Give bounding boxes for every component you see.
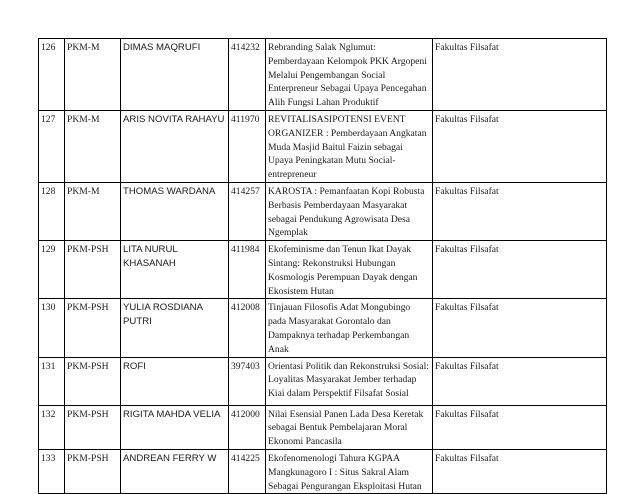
table-row — [39, 182, 607, 240]
proposal-id: 414225 — [229, 449, 266, 493]
table-row — [39, 110, 607, 182]
proposal-title: Ekofeminisme dan Tenun Ikat Dayak Sintang: Rekonstruksi Hubungan Kosmologis Perempuan Dayak dengan Ekosistem Hutan — [266, 241, 433, 299]
table-row — [39, 299, 607, 357]
program-code: PKM-PSH — [65, 299, 121, 357]
row-number: 129 — [39, 241, 65, 299]
proposal-title: KAROSTA : Pemanfaatan Kopi Robusta Berbasis Pemberdayaan Masyarakat sebagai Pendukung Agrowisata Desa Ngemplak — [266, 182, 433, 240]
program-code: PKM-M — [65, 182, 121, 240]
table-row — [39, 241, 607, 299]
proposal-id: 412000 — [229, 405, 266, 449]
table-row — [39, 357, 607, 405]
proposal-title: Rebranding Salak Nglumut: Pemberdayaan Kelompok PKK Argopeni Melalui Pengembangan Social Enterpreneur Sebagai Upaya Pencegahan Alih Fungsi Lahan Produktif — [266, 39, 433, 111]
faculty-name: Fakultas Filsafat — [433, 405, 607, 449]
proposal-title: Orientasi Politik dan Rekonstruksi Sosial: Loyalitas Masyarakat Jember terhadap Kiai dalam Perspektif Filsafat Sosial — [266, 357, 433, 405]
proposal-title: Ekofenomenologi Tahura KGPAA Mangkunagoro I : Situs Sakral Alam Sebagai Pengurangan Eksploitasi Hutan — [266, 449, 433, 493]
faculty-name: Fakultas Filsafat — [433, 241, 607, 299]
proposal-id: 411984 — [229, 241, 266, 299]
program-code: PKM-M — [65, 39, 121, 111]
proposal-title: Nilai Esensial Panen Lada Desa Keretak sebagai Bentuk Pembelajaran Moral Ekonomi Pancasila — [266, 405, 433, 449]
proposal-id: 412008 — [229, 299, 266, 357]
program-code: PKM-M — [65, 110, 121, 182]
student-name: ROFI — [121, 357, 229, 405]
proposal-id: 414257 — [229, 182, 266, 240]
faculty-name: Fakultas Filsafat — [433, 299, 607, 357]
proposal-title: Tinjauan Filosofis Adat Mongubingo pada Masyarakat Gorontalo dan Dampaknya terhadap Perkembangan Anak — [266, 299, 433, 357]
proposal-id: 414232 — [229, 39, 266, 111]
row-number: 131 — [39, 357, 65, 405]
student-name: RIGITA MAHDA VELIA — [121, 405, 229, 449]
faculty-name: Fakultas Filsafat — [433, 39, 607, 111]
program-code: PKM-PSH — [65, 449, 121, 493]
table-row — [39, 405, 607, 449]
student-name: YULIA ROSDIANA PUTRI — [121, 299, 229, 357]
student-name: THOMAS WARDANA — [121, 182, 229, 240]
row-number: 132 — [39, 405, 65, 449]
table-row — [39, 39, 607, 111]
faculty-name: Fakultas Filsafat — [433, 182, 607, 240]
faculty-name: Fakultas Filsafat — [433, 357, 607, 405]
proposal-table — [38, 38, 607, 494]
student-name: ANDREAN FERRY W — [121, 449, 229, 493]
row-number: 128 — [39, 182, 65, 240]
proposal-id: 411970 — [229, 110, 266, 182]
program-code: PKM-PSH — [65, 405, 121, 449]
row-number: 126 — [39, 39, 65, 111]
proposal-title: REVITALISASIPOTENSI EVENT ORGANIZER : Pemberdayaan Angkatan Muda Masjid Baitul Faizin sebagai Upaya Peningkatan Mutu Social-entrepreneur — [266, 110, 433, 182]
table-row — [39, 449, 607, 493]
student-name: LITA NURUL KHASANAH — [121, 241, 229, 299]
faculty-name: Fakultas Filsafat — [433, 449, 607, 493]
program-code: PKM-PSH — [65, 357, 121, 405]
student-name: DIMAS MAQRUFI — [121, 39, 229, 111]
row-number: 130 — [39, 299, 65, 357]
proposal-id: 397403 — [229, 357, 266, 405]
program-code: PKM-PSH — [65, 241, 121, 299]
student-name: ARIS NOVITA RAHAYU — [121, 110, 229, 182]
faculty-name: Fakultas Filsafat — [433, 110, 607, 182]
row-number: 127 — [39, 110, 65, 182]
row-number: 133 — [39, 449, 65, 493]
